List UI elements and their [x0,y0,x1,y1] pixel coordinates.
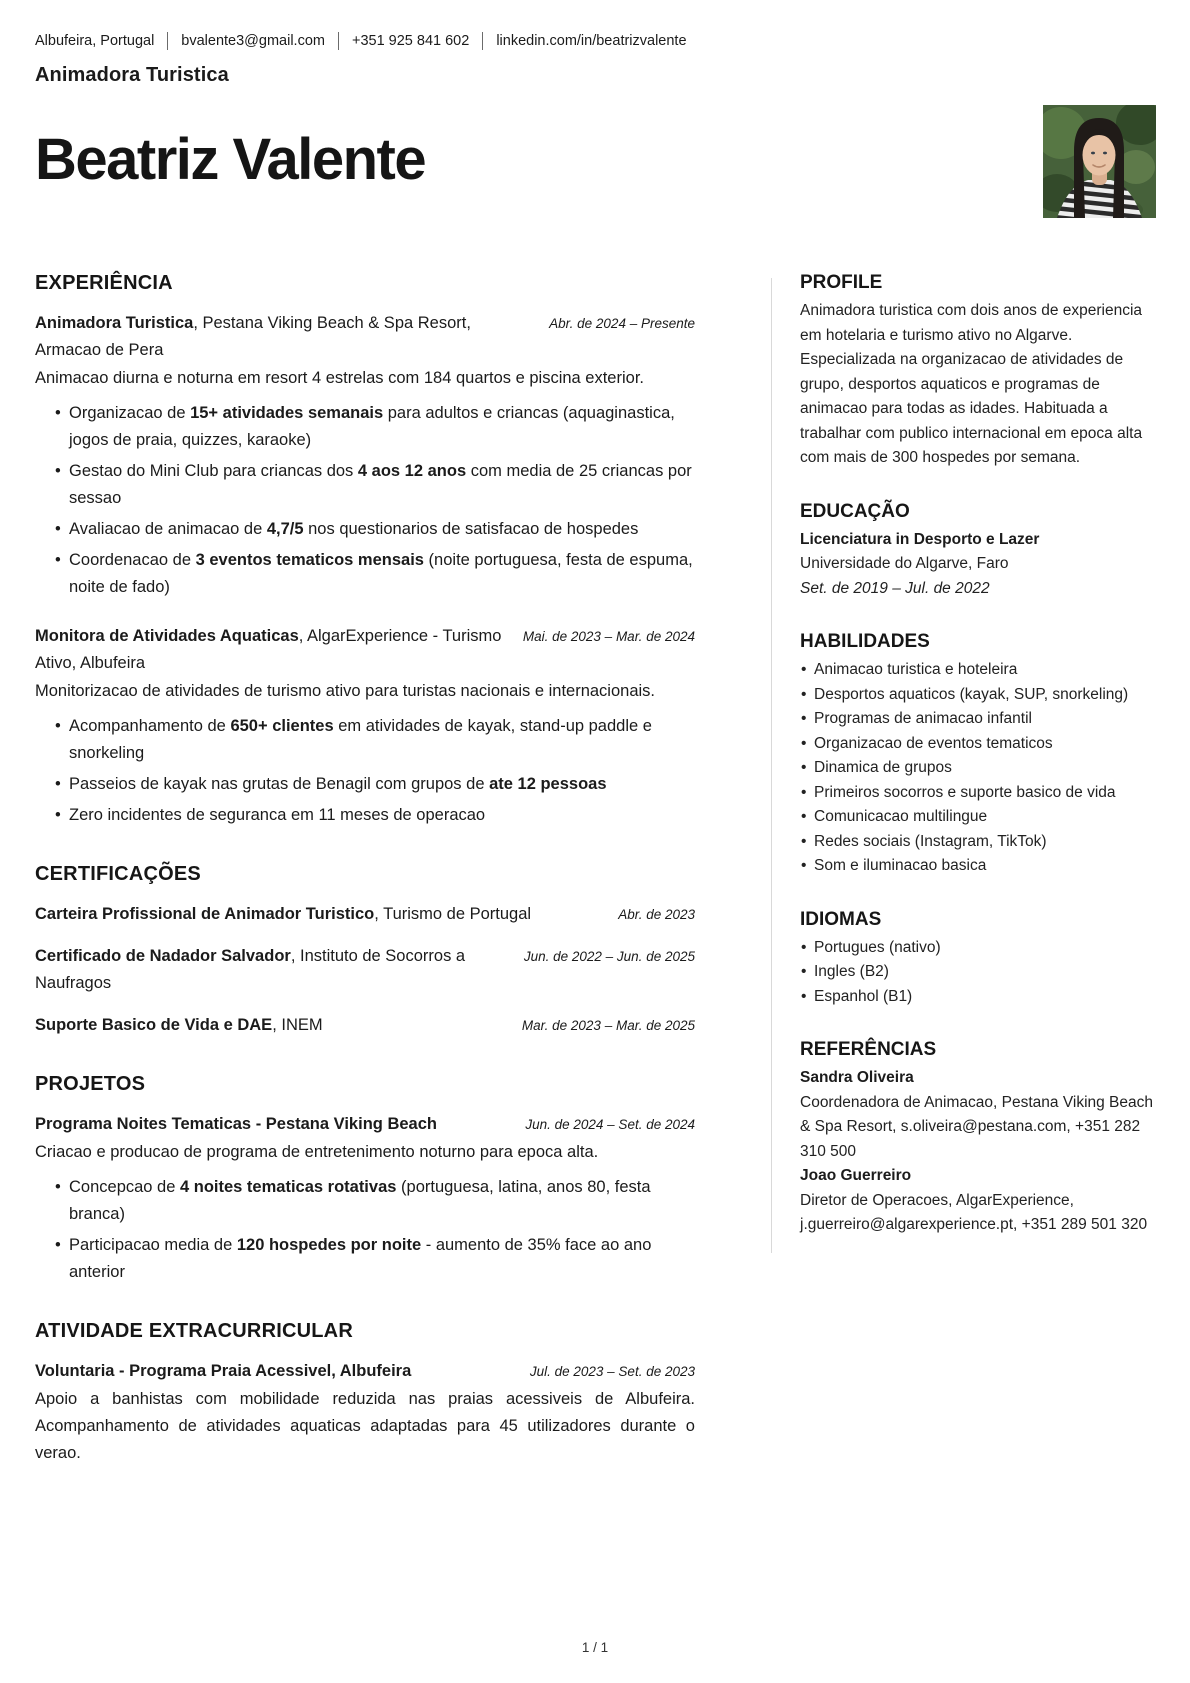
project-bullet-list [55,1174,695,1286]
section-heading-skills: HABILIDADES [800,631,930,652]
section-heading-projects: PROJETOS [35,1073,146,1095]
job-bullet: • Avaliacao de animacao de 4,7/5 nos questionarios de satisfacao de hospedes [55,516,695,543]
certification-issuer: , Instituto de Socorros a Naufragos [35,947,466,992]
skill-item: • Dinamica de grupos [800,756,1160,781]
skill-item: • Desportos aquaticos (kayak, SUP, snorkeling) [800,683,1160,708]
profile-photo [1043,105,1156,218]
job-bullet-list [55,400,695,601]
job-summary: Animacao diurna e noturna em resort 4 estrelas com 184 quartos e piscina exterior. [35,369,644,387]
skill-item: • Comunicacao multilingue [800,805,1160,830]
extracurricular-summary: Apoio a banhistas com mobilidade reduzida nas praias acessiveis de Albufeira. Acompanhamento de atividades aquaticas adaptadas para 45 utilizadores durante o verao. [35,1390,695,1462]
section-extracurricular [35,1320,695,1467]
language-item: • Ingles (B2) [800,960,1160,985]
reference-details: Coordenadora de Animacao, Pestana Viking Beach & Spa Resort, s.oliveira@pestana.com, +351 282 310 500 [800,1093,1154,1160]
main-column [35,272,695,1493]
certification-issuer: , INEM [272,1016,323,1034]
side-column [800,272,1160,1268]
contact-email: bvalente3@gmail.com [181,33,325,49]
contact-line [35,32,687,50]
job-bullet: • Passeios de kayak nas grutas de Benagil com grupos de ate 12 pessoas [55,771,695,798]
project-bullet: • Concepcao de 4 noites tematicas rotativas (portuguesa, latina, anos 80, festa branca) [55,1174,695,1228]
extracurricular-title: Voluntaria - Programa Praia Acessivel, Albufeira [35,1362,412,1380]
header [35,32,687,87]
section-projects [35,1073,695,1286]
contact-phone: +351 925 841 602 [351,33,470,49]
certification-entry [35,943,695,997]
job-bullet: • Organizacao de 15+ atividades semanais para adultos e criancas (aquaginastica, jogos de praia, quizzes, karaoke) [55,400,695,454]
reference-name: Sandra Oliveira [800,1069,914,1086]
job-bullet: • Zero incidentes de seguranca em 11 meses de operacao [55,802,695,829]
education-degree: Licenciatura in Desporto e Lazer [800,530,1040,548]
language-item: • Espanhol (B1) [800,985,1160,1010]
certification-issuer: , Turismo de Portugal [374,905,532,923]
section-references [800,1039,1160,1238]
job-company: , AlgarExperience - Turismo Ativo, Albufeira [35,627,502,672]
certification-entry [35,1012,695,1039]
project-entry [35,1111,695,1286]
certification-title: Suporte Basico de Vida e DAE [35,1016,273,1034]
section-certifications [35,863,695,1039]
project-dates: Jun. de 2024 – Set. de 2024 [525,1117,695,1132]
job-dates: Mai. de 2023 – Mar. de 2024 [522,629,695,644]
education-school: Universidade do Algarve, Faro [800,555,1009,572]
project-bullet: • Participacao media de 120 hospedes por noite - aumento de 35% face ao ano anterior [55,1232,695,1286]
reference-entry [800,1164,1160,1238]
certification-entry [35,901,695,928]
skill-item: • Redes sociais (Instagram, TikTok) [800,830,1160,855]
skill-item: • Animacao turistica e hoteleira [800,658,1160,683]
project-title: Programa Noites Tematicas - Pestana Viking Beach [35,1115,437,1133]
skills-list [800,658,1160,879]
education-dates: Set. de 2019 – Jul. de 2022 [800,579,990,597]
certification-title: Carteira Profissional de Animador Turistico [35,905,375,923]
skill-item: • Primeiros socorros e suporte basico de vida [800,781,1160,806]
job-dates: Abr. de 2024 – Presente [549,316,695,331]
certification-title-line [35,901,600,928]
section-heading-references: REFERÊNCIAS [800,1039,937,1060]
job-bullet: • Acompanhamento de 650+ clientes em atividades de kayak, stand-up paddle e snorkeling [55,713,695,767]
extracurricular-dates: Jul. de 2023 – Set. de 2023 [529,1364,695,1379]
section-heading-education: EDUCAÇÃO [800,500,910,522]
skill-item: • Programas de animacao infantil [800,707,1160,732]
section-heading-experience: EXPERIÊNCIA [35,272,173,294]
section-heading-languages: IDIOMAS [800,908,882,930]
skill-item: • Organizacao de eventos tematicos [800,732,1160,757]
certification-dates: Jun. de 2022 – Jun. de 2025 [523,949,695,964]
profile-text: Animadora turistica com dois anos de experiencia em hotelaria e turismo ativo no Algarve. Especializada na organizacao de atividades de grupo, desportos aquaticos e programas de animacao para todas as idades. Habituada a trabalhar com publico internacional em epoca alta com mais de 300 hospedes por semana. [800,302,1143,466]
extracurricular-entry [35,1358,695,1467]
job-summary: Monitorizacao de atividades de turismo ativo para turistas nacionais e internacionais. [35,682,655,700]
contact-separator [482,32,483,50]
section-heading-certifications: CERTIFICAÇÕES [35,863,201,885]
job-bullet-list [55,713,695,829]
candidate-name: Beatriz Valente [35,127,426,192]
skill-item: • Som e iluminacao basica [800,854,1160,879]
reference-details: Diretor de Operacoes, AlgarExperience, j.guerreiro@algarexperience.pt, +351 289 501 320 [800,1191,1148,1233]
certification-title-line [35,1012,504,1039]
job-bullet: • Gestao do Mini Club para criancas dos 4 aos 12 anos com media de 25 criancas por sessao [55,458,695,512]
experience-entry [35,310,695,601]
job-title: Animadora Turistica [35,314,194,332]
contact-separator [167,32,168,50]
column-divider [771,278,772,1253]
section-heading-profile: PROFILE [800,272,883,293]
certification-dates: Mar. de 2023 – Mar. de 2025 [521,1018,695,1033]
project-title-line [35,1111,507,1138]
contact-location: Albufeira, Portugal [35,33,155,49]
section-languages [800,909,1160,1010]
page-number: 1 / 1 [581,1640,609,1655]
job-bullet: • Coordenacao de 3 eventos tematicos mensais (noite portuguesa, festa de espuma, noite de fado) [55,547,695,601]
language-item: • Portugues (nativo) [800,936,1160,961]
job-title-line [35,310,531,364]
job-title-line [35,623,505,677]
reference-entry [800,1066,1160,1164]
job-title: Monitora de Atividades Aquaticas [35,627,299,645]
certification-title: Certificado de Nadador Salvador [35,947,291,965]
project-summary: Criacao e producao de programa de entretenimento noturno para epoca alta. [35,1143,599,1161]
section-skills [800,631,1160,879]
job-role-subtitle: Animadora Turistica [35,64,229,86]
section-experience [35,272,695,829]
reference-name: Joao Guerreiro [800,1167,912,1184]
section-profile [800,272,1160,471]
experience-entry [35,623,695,829]
extracurricular-title-line [35,1358,512,1385]
languages-list [800,936,1160,1010]
job-company: , Pestana Viking Beach & Spa Resort, Armacao de Pera [35,314,471,359]
contact-separator [338,32,339,50]
contact-linkedin: linkedin.com/in/beatrizvalente [496,33,687,49]
section-education [800,501,1160,602]
certification-dates: Abr. de 2023 [618,907,695,922]
certification-title-line [35,943,506,997]
section-heading-extracurricular: ATIVIDADE EXTRACURRICULAR [35,1320,353,1342]
